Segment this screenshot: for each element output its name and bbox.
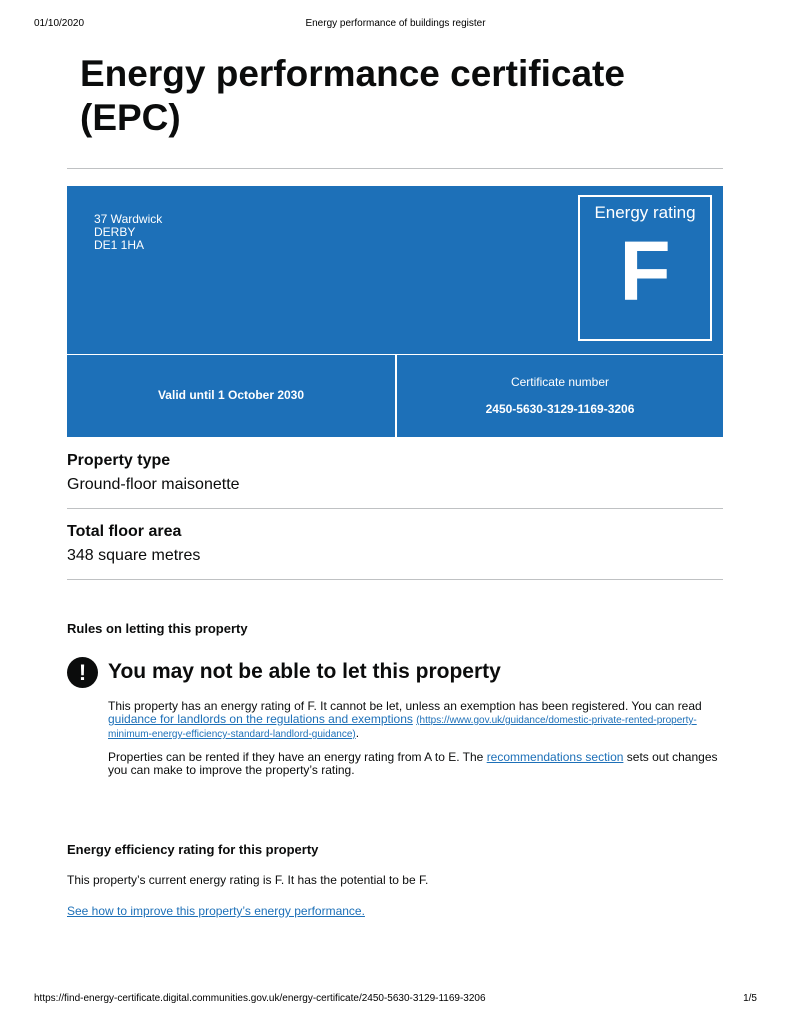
letting-text-end: . <box>355 726 360 740</box>
page-title-line-1: Energy performance certificate <box>80 53 625 94</box>
energy-rating-letter: F <box>619 224 671 318</box>
valid-until: Valid until 1 October 2030 <box>157 388 305 402</box>
epc-summary-box <box>67 186 723 437</box>
address-line: 37 Wardwick <box>94 212 163 226</box>
improve-performance-link[interactable]: See how to improve this property’s energy performance. <box>67 904 365 918</box>
certificate-number: 2450-5630-3129-1169-3206 <box>485 402 635 416</box>
letting-text: Properties can be rented if they have an energy rating from A to E. The <box>108 750 484 764</box>
improve-performance-paragraph <box>67 904 365 918</box>
print-date: 01/10/2020 <box>34 18 85 29</box>
page-number: 1/5 <box>743 993 757 1004</box>
warning-icon: ! <box>67 657 98 688</box>
certificate-number-label: Certificate number <box>510 375 610 389</box>
property-address <box>94 213 162 252</box>
floor-area-value: 348 square metres <box>67 547 201 564</box>
page-title <box>80 52 700 140</box>
letting-text-end: sets out changes you can make to improve the property’s rating. <box>108 750 718 777</box>
validity-cell <box>67 355 395 437</box>
divider <box>67 168 723 169</box>
efficiency-text: This property’s current energy rating is F. It has the potential to be F. <box>67 873 429 887</box>
certificate-number-cell <box>397 355 723 437</box>
warning-title: You may not be able to let this property <box>108 660 501 683</box>
property-type-title: Property type <box>67 452 171 469</box>
print-url: https://find-energy-certificate.digital.communities.gov.uk/energy-certificate/2450-5630-3129-1169-3206 <box>34 993 486 1004</box>
letting-text: This property has an energy rating of F. It cannot be let, unless an exemption has been registered. You can read <box>108 699 702 713</box>
energy-rating-panel <box>578 195 712 341</box>
letting-paragraph-2 <box>108 751 720 777</box>
print-document-title: Energy performance of buildings register <box>305 18 486 29</box>
property-type-value: Ground-floor maisonette <box>67 476 240 493</box>
page-title-line-2: (EPC) <box>80 97 181 138</box>
recommendations-link[interactable]: recommendations section <box>486 750 624 764</box>
address-line: DE1 1HA <box>94 238 145 252</box>
letting-rules-heading: Rules on letting this property <box>67 621 248 636</box>
landlord-guidance-url[interactable]: (https://www.gov.uk/guidance/domestic-private-rented-property-minimum-energy-efficiency-standard-landlord-guidance) <box>108 715 697 740</box>
energy-rating-label: Energy rating <box>594 203 696 222</box>
floor-area-title: Total floor area <box>67 523 182 540</box>
divider <box>67 579 723 580</box>
divider <box>67 508 723 509</box>
address-line: DERBY <box>94 225 136 239</box>
letting-paragraph-1 <box>108 700 720 741</box>
epc-header-panel <box>67 186 723 354</box>
landlord-guidance-link[interactable]: guidance for landlords on the regulations and exemptions <box>108 712 413 726</box>
epc-details-row <box>67 355 723 437</box>
efficiency-heading: Energy efficiency rating for this property <box>67 842 319 857</box>
